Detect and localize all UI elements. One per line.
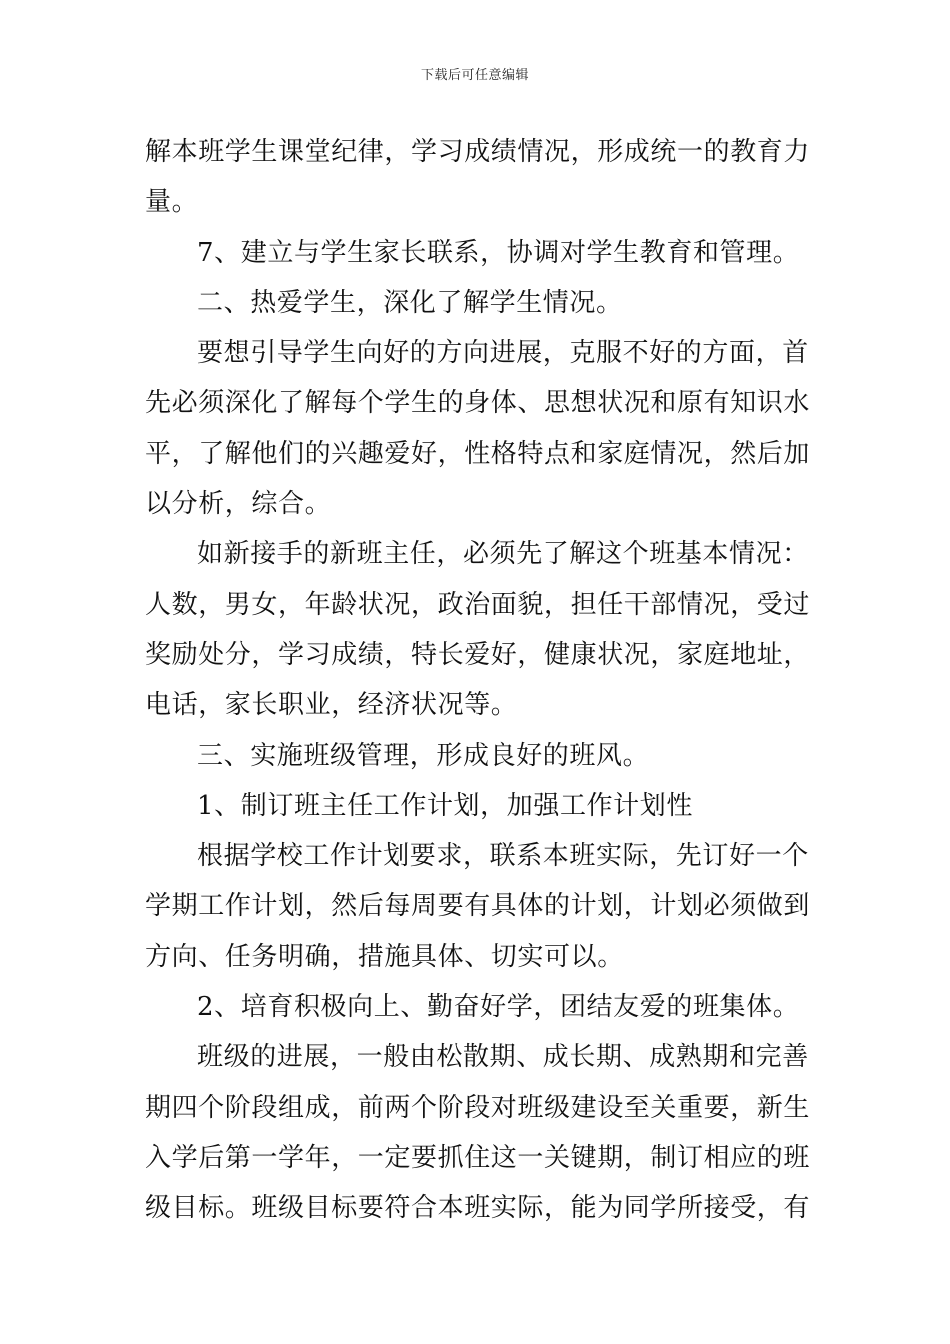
- text-line: 期四个阶段组成，前两个阶段对班级建设至关重要，新生: [145, 1092, 811, 1123]
- text-line: 2、培育积极向上、勤奋好学，团结友爱的班集体。: [197, 992, 800, 1023]
- text-line: 入学后第一学年，一定要抓住这一关键期，制订相应的班: [145, 1142, 811, 1173]
- document-body: [145, 127, 815, 1234]
- text-line: 级目标。班级目标要符合本班实际，能为同学所接受，有: [145, 1193, 811, 1224]
- text-line: 班级的进展，一般由松散期、成长期、成熟期和完善: [197, 1042, 809, 1073]
- text-line: 三、实施班级管理，形成良好的班风。: [197, 740, 650, 771]
- text-line: 7、建立与学生家长联系，协调对学生教育和管理。: [197, 237, 800, 268]
- text-line: 方向、任务明确，措施具体、切实可以。: [145, 941, 624, 972]
- text-line: 如新接手的新班主任，必须先了解这个班基本情况：: [197, 539, 809, 570]
- text-line: 二、热爱学生，深化了解学生情况。: [197, 287, 623, 318]
- text-line: 量。: [145, 187, 199, 218]
- text-line: 解本班学生课堂纪律，学习成绩情况，形成统一的教育力: [145, 137, 811, 167]
- text-line: 人数，男女，年龄状况，政治面貌，担任干部情况，受过: [145, 589, 811, 620]
- text-line: 学期工作计划，然后每周要有具体的计划，计划必须做到: [145, 891, 811, 922]
- text-line: 根据学校工作计划要求，联系本班实际，先订好一个: [197, 841, 809, 872]
- text-line: 以分析，综合。: [145, 489, 332, 520]
- text-line: 电话，家长职业，经济状况等。: [145, 690, 518, 721]
- text-line: 平，了解他们的兴趣爱好，性格特点和家庭情况，然后加: [145, 438, 811, 469]
- text-line: 先必须深化了解每个学生的身体、思想状况和原有知识水: [145, 388, 811, 419]
- text-line: 1、制订班主任工作计划，加强工作计划性: [197, 790, 693, 821]
- page-header: 下载后可任意编辑: [420, 68, 529, 83]
- text-line: 奖励处分，学习成绩，特长爱好，健康状况，家庭地址，: [145, 639, 811, 670]
- text-line: 要想引导学生向好的方向进展，克服不好的方面，首: [197, 338, 809, 369]
